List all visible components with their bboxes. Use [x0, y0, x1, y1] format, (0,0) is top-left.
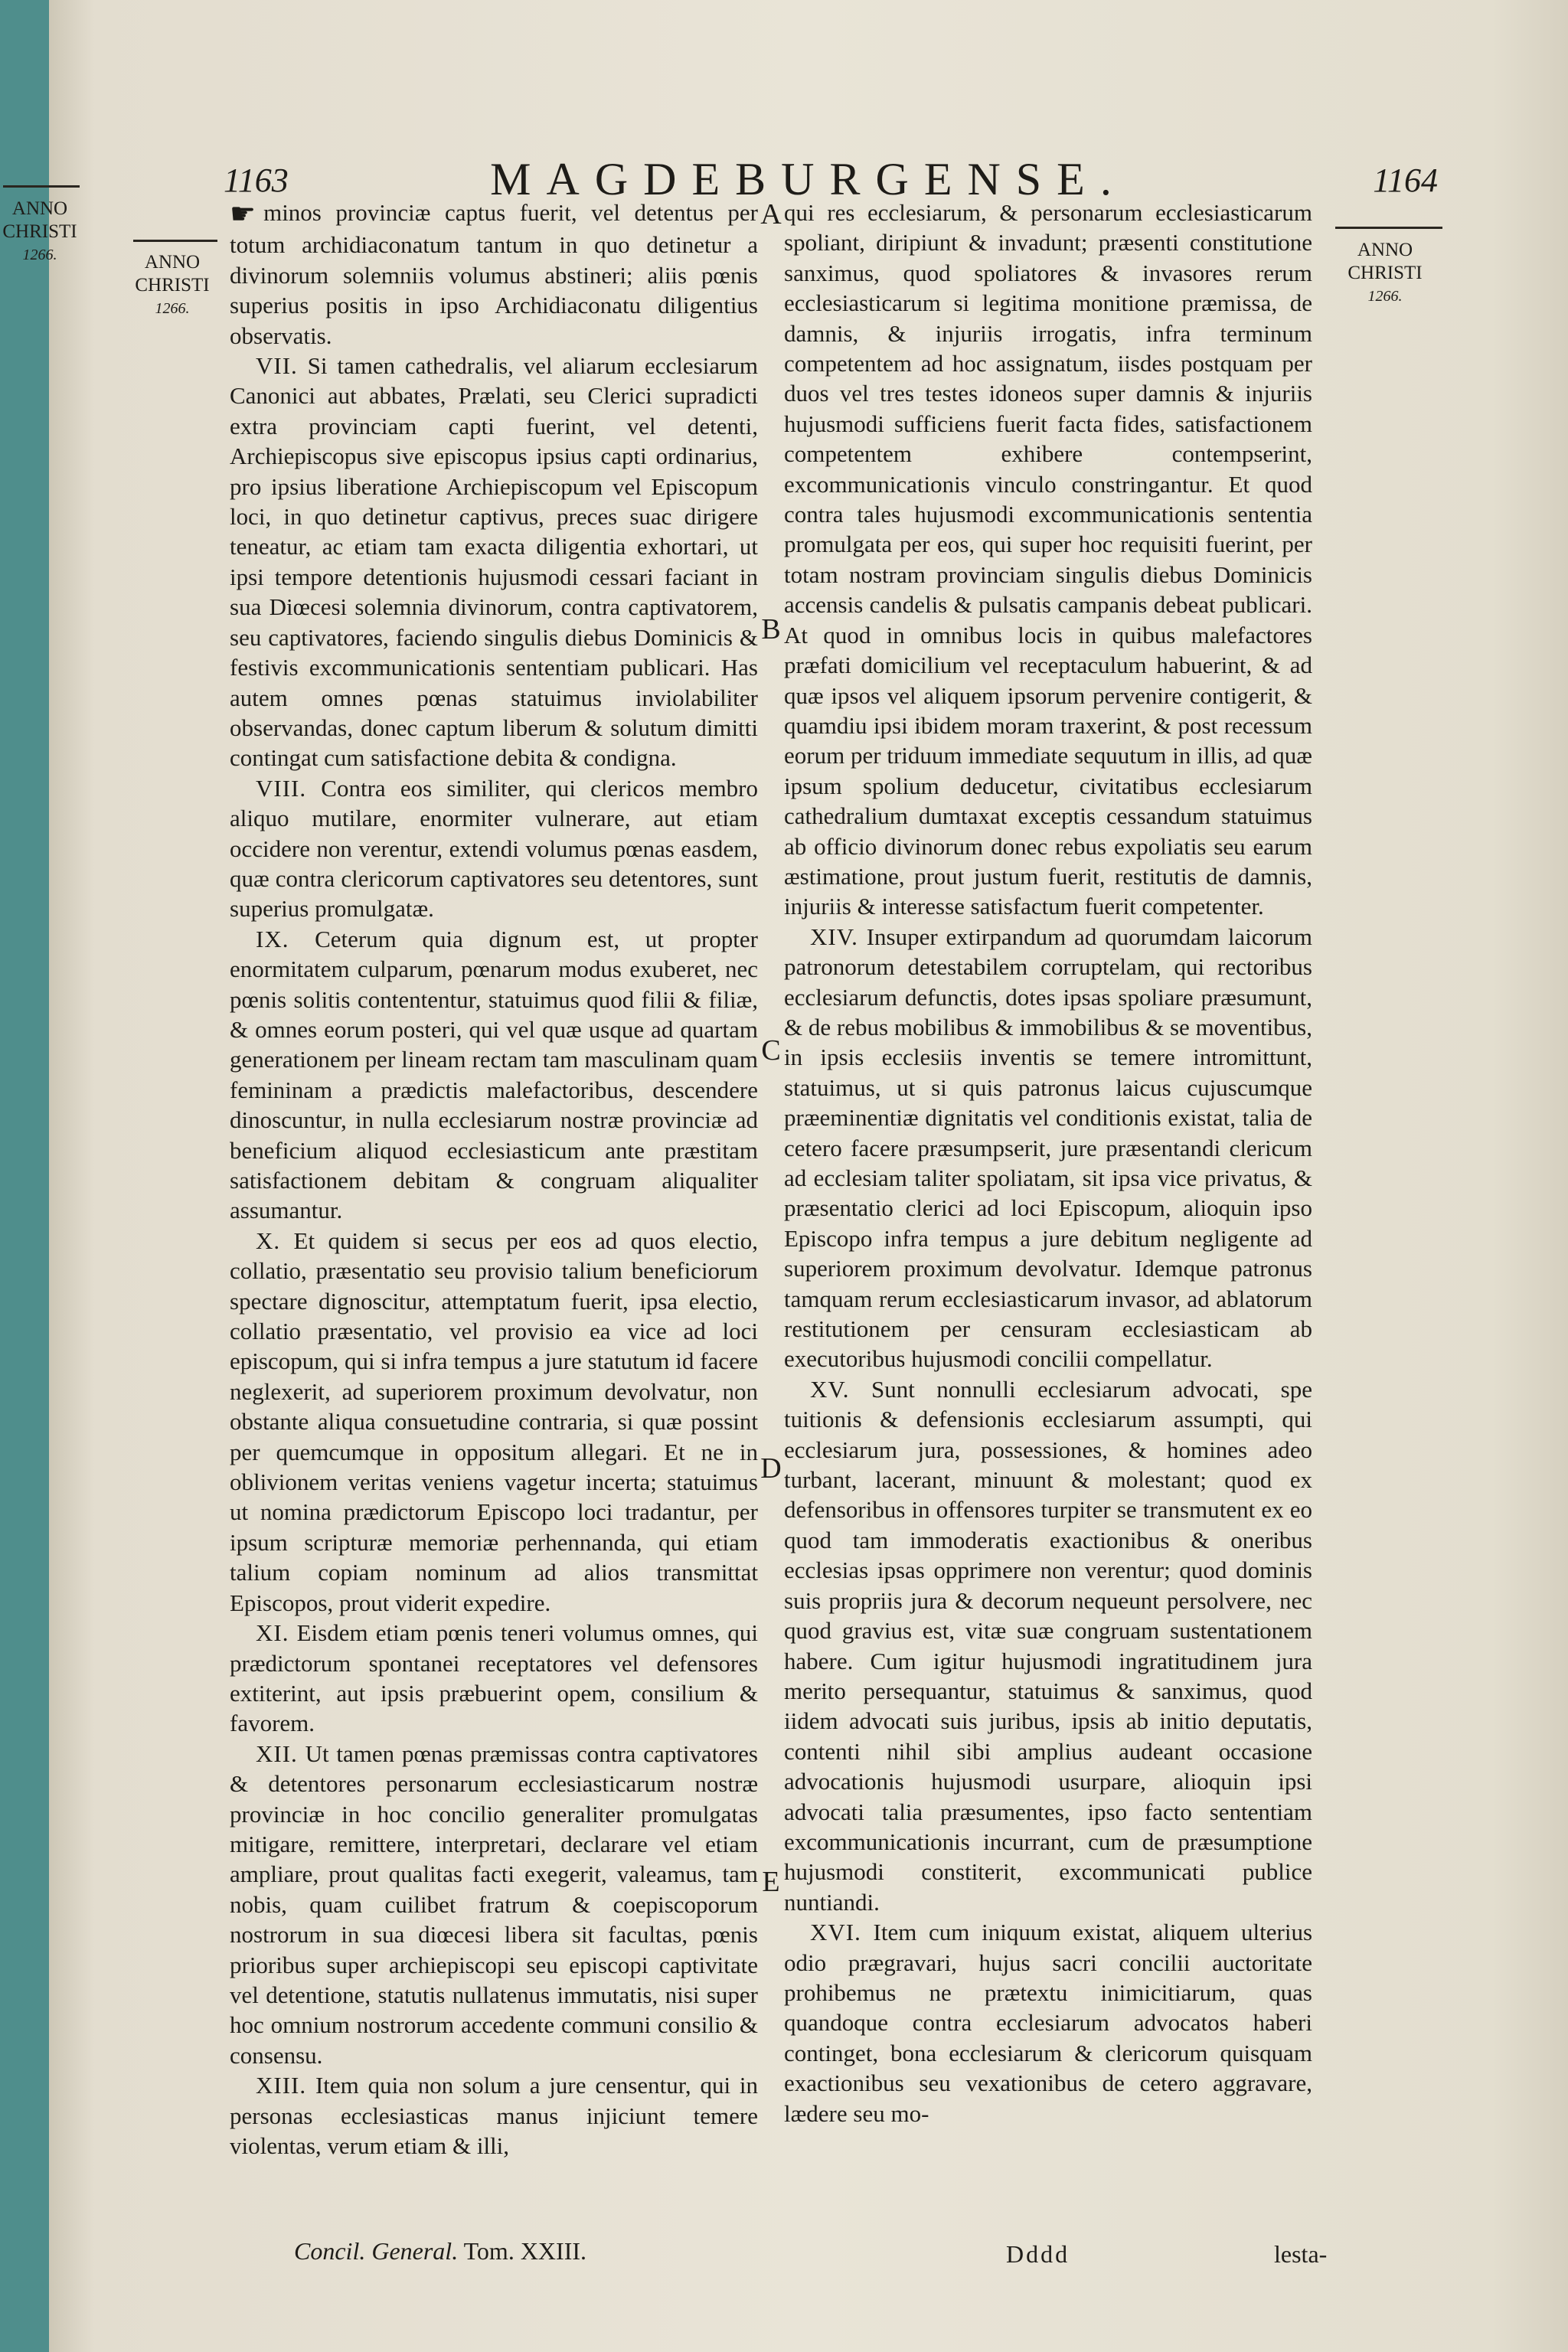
paragraph [230, 1618, 758, 1739]
paragraph-text: Insuper extirpandum ad quorumdam laicorum patronorum detestabilem corruptelam, qui rectoribus ecclesiarum defunctis, dotes ipsas spoliare præsumunt, & de rebus mobilibus & immobilibus & se moventibus, in ipsis ecclesiis inventis se temere intromittunt, statuimus, ut si quis patronus laicus cujuscumque præeminentiæ dignitatis vel conditionis existat, talia de cetero facere præsumpserit, jure præsentandi clericum ad ecclesiam taliter spoliatam, sit ipsa vice privatus, & præsentatio clerici ad loci Episcopum, alioquin ipso Episcopo infra tempus a jure debitum negligente ad superiorem proximum devolvatur. Idemque patronus tamquam rerum ecclesiasticarum invasor, ad ablatorum restitutionem per censuram ecclesiasticam ab executoribus hujusmodi concilii compellatur. [784, 923, 1313, 1373]
paragraph [784, 1917, 1312, 2128]
running-title: MAGDEBURGENSE. [490, 154, 1127, 204]
section-number: XIII. [256, 2072, 307, 2099]
paragraph-text: Sunt nonnulli ecclesiarum advocati, spe tuitionis & defensionis ecclesiarum assumpti, qui ecclesiarum jura, possessiones, & homines adeo turbant, lacerant, minuunt & molestant; quod ex defensoribus in offensores turpiter se transmutent ex eo quod tam immoderatis exactionibus & oneribus ecclesias ipsas opprimere non verentur; quod dominis suis propriis jura & decorum nequeunt persolvere, nec quod gravius est, vitæ suæ congruam sustentationem habere. Cum igitur hujusmodi ingratitudinem jura merito persequantur, statuimus & sanximus, quod iidem advocati suis juribus, ipsis ab initio deputatis, contenti nihil sibi amplius audeant occasione advocationis hujusmodi usurpare, alioquin ipsi advocati talia præsumentes, ipso facto sententiam excommunicationis incurrant, cum de præsumptione hujusmodi constiterit, excommunicati publice nuntiandi. [784, 1375, 1312, 1916]
paragraph-text: Item cum iniquum existat, aliquem ulterius odio prægravari, hujus sacri concilii auctoritate prohibemus ne prætextu inimicitiarum, quas quandoque contra ecclesiarum advocatos haberi continget, bona ecclesiarum & clericorum quisquam exactionibus seu vexationibus de cetero aggravare, lædere seu mo- [784, 1919, 1313, 2127]
paragraph-text: Ut tamen pœnas præmissas contra captivatores & detentores personarum ecclesiasticarum nostræ provinciæ in hoc concilio generaliter promulgatas mitigare, remittere, interpretari, declarare vel etiam ampliare, prout qualitas facti exegerit, valeamus, tam nobis, quam cuilibet fratrum & coepiscoporum nostrorum in sua diœcesi libera sit facultas, pœnis prioribus super archiepiscopi seu episcopi captivitate vel detentione, statutis nullatenus immutatis, nisi super hoc omnium nostrorum accedente communi consilio & consensu. [230, 1740, 758, 2069]
section-number: X. [256, 1227, 281, 1254]
section-letter-d: D [760, 1452, 782, 1485]
margin-christi-label: CHRISTI [1348, 263, 1423, 283]
section-number: XII. [256, 1740, 298, 1767]
margin-christi-label: CHRISTI [135, 275, 210, 296]
section-number: IX. [256, 925, 289, 952]
footer-source [294, 2237, 586, 2265]
book-page [2, 0, 1568, 2352]
paragraph-text: Et quidem si secus per eos ad quos electio, collatio, præsentatio seu provisio talium beneficiorum spectare dignoscitur, attemptatum fuerit, ipsa electio, collatio præsentatio, vel provisio ea vice ad loci episcopum, qui si infra tempus a jure statutum id facere neglexerit, ad superiorem proximum devolvatur, non obstante aliqua consuetudine contraria, si quæ possint per quemcumque in oppositum allegari. Et ne in oblivionem veritas veniens vagetur incerta; statuimus ut nomina prædictorum Episcopo loci tradantur, per ipsum scripturæ memoriæ perhennanda, qui etiam talium copiam nominum ad alios transmittat Episcopos, prout viderit expedire. [230, 1227, 759, 1616]
footer-volume: Tom. XXIII. [463, 2237, 586, 2265]
paragraph [230, 2070, 758, 2161]
paragraph [784, 922, 1312, 1374]
page-number-right: 1164 [1373, 162, 1438, 199]
paragraph-text: Si tamen cathedralis, vel aliarum ecclesiarum Canonici aut abbates, Prælati, seu Clerici supradicti extra provinciam capti fuerint, vel detenti, Archiepiscopus sive episcopus ipsius capti ordinarius, pro ipsius liberatione Archiepiscopum vel Episcopum loci, in quo detinetur captivus, preces suac dirigere teneatur, ac etiam tam exacta diligentia exhortari, ut ipsi tempore detentionis hujusmodi cessari faciant in sua Diœcesi solemnia divinorum, contra captivatorem, seu captivatores, faciendo singulis diebus Dominicis & festivis excommunicationis sententiam publicari. Has autem omnes pœnas statuimus inviolabiliter observandas, donec captum liberum & solutum dimitti contingat cum satisfactione debita & condigna. [230, 352, 759, 772]
paragraph [784, 198, 1312, 922]
paragraph-text: minos provinciæ captus fuerit, vel detentus per totum archidiaconatum tantum in quo detinetur a divinorum solemniis volumus abstineri; aliis pœnis superius positis in ipso Archidiaconatu diligentius observatis. [230, 199, 758, 349]
paragraph [230, 1739, 758, 2070]
paragraph [230, 198, 758, 351]
margin-year-left [122, 251, 222, 320]
paragraph [230, 1226, 758, 1618]
section-number: VII. [256, 352, 298, 380]
section-number: XI. [256, 1619, 289, 1647]
margin-christi-label: CHRISTI [2, 221, 77, 242]
margin-year-value: 1266. [1367, 288, 1403, 305]
section-letter-a: A [760, 198, 782, 230]
margin-year-value: 1266. [155, 300, 190, 317]
paragraph [784, 1374, 1312, 1917]
margin-year-right [1335, 239, 1435, 308]
paragraph-text: Item quia non solum a jure censentur, qui in personas ecclesiasticas manus injiciunt temere violentas, verum etiam & illi, [230, 2072, 758, 2159]
paragraph [230, 773, 758, 924]
section-number: XV. [810, 1375, 850, 1403]
page-number-left: 1163 [224, 162, 289, 199]
margin-anno-label: ANNO [144, 252, 201, 273]
margin-rule-right [1335, 227, 1442, 229]
section-number: XVI. [810, 1919, 861, 1946]
paragraph-text: Eisdem etiam pœnis teneri volumus omnes, qui prædictorum spontanei receptatores vel defensores extiterint, aut ipsis præbuerint opem, consilium & favorem. [230, 1619, 759, 1737]
section-number: XIV. [810, 923, 858, 950]
section-letter-c: C [761, 1034, 781, 1067]
margin-anno-label: ANNO [11, 198, 68, 219]
paragraph [230, 351, 758, 773]
section-letter-e: E [762, 1866, 780, 1898]
text-column-left [230, 198, 758, 2161]
margin-anno-label: ANNO [1357, 240, 1413, 260]
paragraph-text: qui res ecclesiarum, & personarum ecclesiasticarum spoliant, diripiunt & invadunt; præsenti constitutione sanximus, quod spoliatores & invasores rerum ecclesiasticarum si legitima monitione præmissa, de damnis, & injuriis irrogatis, infra terminum competentem ad hoc assignatum, iisdes postquam per duos vel tres testes idoneos super damnis & injuriis hujusmodi sufficiens fuerit facta fides, satisfactionem competentem exhibere contempserint, excommunicationis vinculo constringantur. Et quod contra tales hujusmodi excommunicationis sententia promulgata per eos, qui super hoc requisiti fuerint, per totam nostram provinciam singulis diebus Dominicis accensis candelis & pulsatis campanis debeat publicari. At quod in omnibus locis in quibus malefactores præfati domicilium vel receptaculum habuerint, & ad quæ ipsos vel aliquem ipsorum pervenire contigerit, & quamdiu ipsi ibidem moram traxerint, & post recessum eorum per triduum immediate sequutum in illis, ad quæ ipsum spolium deducetur, civitatibus ecclesiarum cathedralium dumtaxat exceptis cessandum statuimus ab officio divinorum donec rebus expoliatis seu earum æstimatione, prout justum fuerit, restitutis de damnis, injuriis & interesse satisfactum fuerit competenter. [784, 199, 1312, 920]
paragraph-text: Contra eos similiter, qui clericos membro aliquo mutilare, enormiter vulnerare, aut etiam occidere non verentur, extendi volumus pœnas easdem, quæ contra clericorum captivatores seu detentores, sunt superius promulgatæ. [230, 774, 759, 923]
margin-year-value: 1266. [22, 247, 57, 263]
paragraph-text: Ceterum quia dignum est, ut propter enormitatem culparum, pœnarum modus exuberet, nec pœnis solitis contententur, statuimus quod filii & filiæ, & omnes eorum posteri, qui vel quæ usque ad quartam generationem per lineam rectam tam masculinam quam femininam a prædictis malefactoribus, descendere dinoscuntur, in nulla ecclesiarum nostræ provinciæ ad beneficium aliquod ecclesiasticum ante præstitam satisfactionem debitam & congruam aliqualiter assumantur. [230, 925, 759, 1224]
text-column-right [784, 198, 1312, 2128]
pointing-hand-icon: ☛ [230, 198, 256, 230]
paragraph [230, 924, 758, 1226]
margin-rule-left [133, 240, 217, 242]
catchword: lesta- [1274, 2240, 1328, 2268]
footer-source-title: Concil. General. [294, 2237, 459, 2265]
section-number: VIII. [256, 774, 307, 802]
signature-mark: Dddd [1006, 2240, 1070, 2268]
section-letter-b: B [761, 613, 781, 645]
